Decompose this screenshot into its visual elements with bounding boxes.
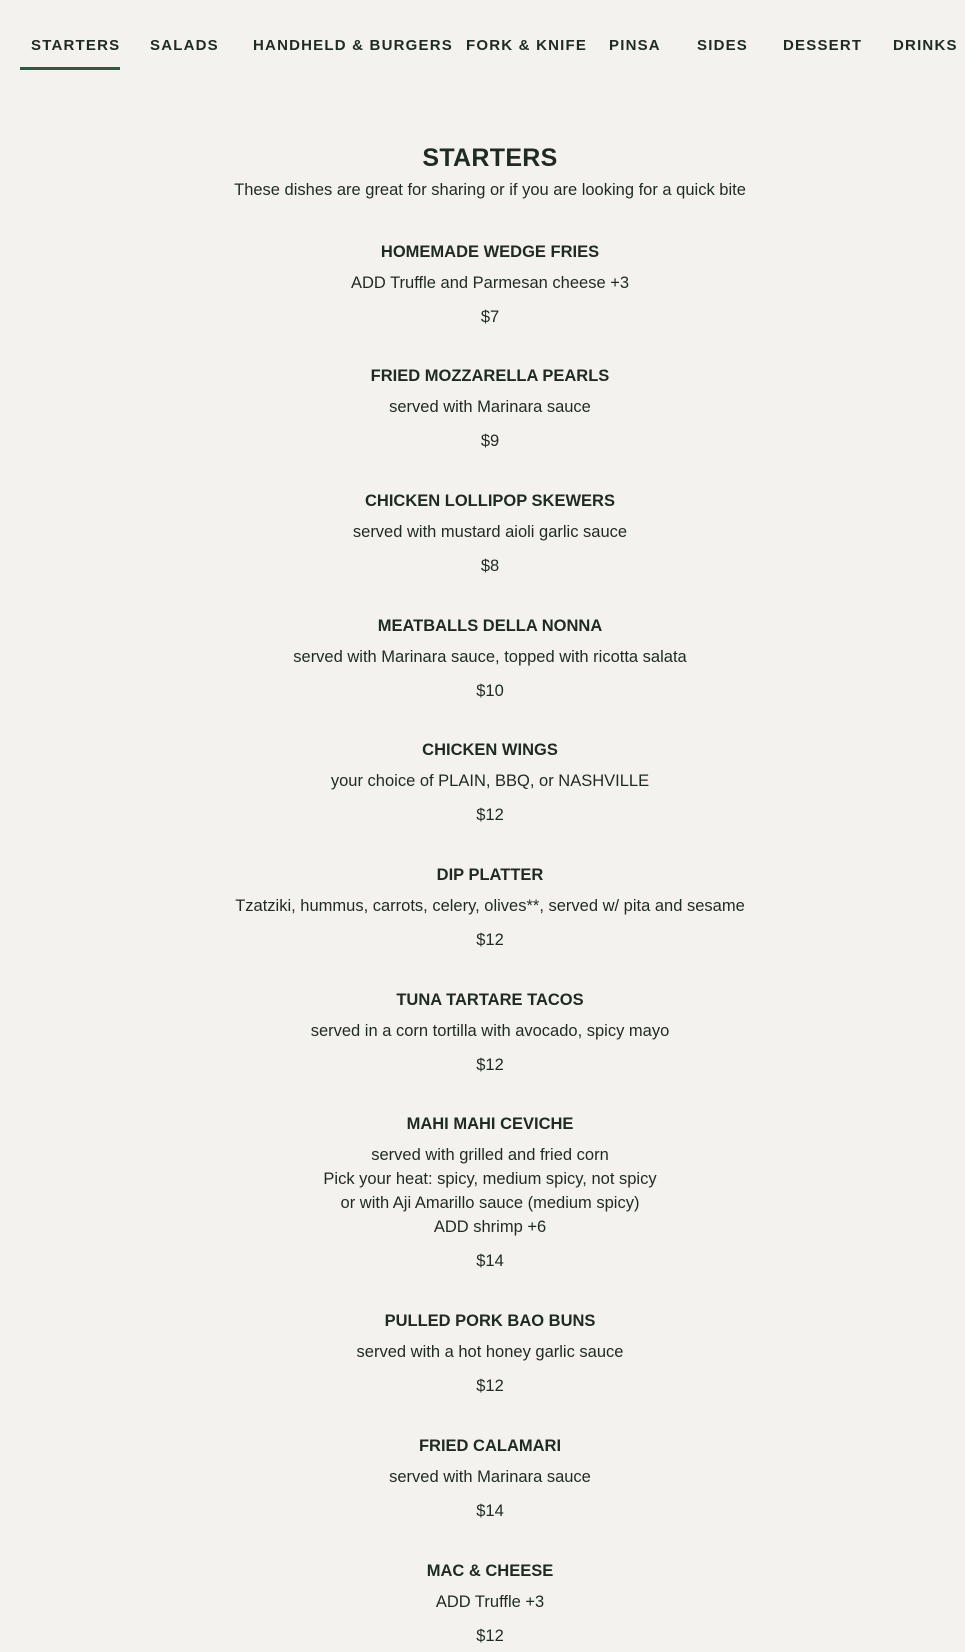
menu-item — [0, 491, 965, 576]
item-description — [0, 769, 965, 793]
item-price: $12 — [476, 1377, 504, 1395]
category-tabs — [0, 0, 965, 70]
item-description — [0, 520, 965, 544]
item-price: $12 — [476, 806, 504, 824]
menu-item — [0, 366, 965, 451]
menu-item — [0, 1114, 965, 1271]
section-title: STARTERS — [422, 144, 558, 172]
item-price: $12 — [476, 931, 504, 949]
item-name: MEATBALLS DELLA NONNA — [377, 617, 603, 635]
item-price: $10 — [476, 682, 504, 700]
item-description-line: ADD shrimp +6 — [433, 1218, 547, 1236]
item-description — [0, 645, 965, 669]
item-name: DIP PLATTER — [436, 866, 544, 884]
item-description — [0, 395, 965, 419]
menu-item — [0, 865, 965, 950]
tab-sides[interactable]: SIDES — [697, 37, 749, 54]
item-name: MAC & CHEESE — [426, 1562, 554, 1580]
menu-item — [0, 1311, 965, 1396]
item-description-line: served with grilled and fried corn — [371, 1146, 609, 1164]
tab-fork-knife[interactable]: FORK & KNIFE — [466, 37, 588, 54]
item-description-line: served with Marinara sauce — [389, 1468, 591, 1486]
menu-item — [0, 616, 965, 701]
item-description-line: ADD Truffle +3 — [435, 1593, 545, 1611]
tab-starters[interactable]: STARTERS — [31, 37, 121, 54]
menu-item — [0, 1436, 965, 1521]
item-name: HOMEMADE WEDGE FRIES — [380, 243, 600, 261]
item-name: CHICKEN LOLLIPOP SKEWERS — [365, 492, 615, 510]
item-name: PULLED PORK BAO BUNS — [384, 1312, 596, 1330]
item-name: MAHI MAHI CEVICHE — [406, 1115, 574, 1133]
item-price: $12 — [476, 1056, 504, 1074]
item-name: FRIED MOZZARELLA PEARLS — [370, 367, 610, 385]
item-name: FRIED CALAMARI — [418, 1437, 562, 1455]
item-name: TUNA TARTARE TACOS — [396, 991, 584, 1009]
item-description-line: or with Aji Amarillo sauce (medium spicy) — [340, 1194, 640, 1212]
item-description-line: served in a corn tortilla with avocado, spicy mayo — [310, 1022, 670, 1040]
tab-pinsa[interactable]: PINSA — [609, 37, 661, 54]
item-description-line: served with Marinara sauce — [389, 398, 591, 416]
item-description-line: served with a hot honey garlic sauce — [356, 1343, 624, 1361]
item-description — [0, 271, 965, 295]
active-tab-indicator — [20, 67, 120, 70]
item-price: $7 — [480, 308, 500, 326]
item-price: $12 — [476, 1627, 504, 1645]
menu-item — [0, 990, 965, 1075]
item-description-line: served with mustard aioli garlic sauce — [352, 523, 628, 541]
item-description-line: served with Marinara sauce, topped with ricotta salata — [293, 648, 687, 666]
item-description — [0, 894, 965, 918]
item-description-line: Tzatziki, hummus, carrots, celery, olives**, served w/ pita and sesame — [235, 897, 745, 915]
item-description-line: ADD Truffle and Parmesan cheese +3 — [350, 274, 630, 292]
item-description — [0, 1019, 965, 1043]
item-description — [0, 1143, 965, 1239]
item-description-line: Pick your heat: spicy, medium spicy, not spicy — [323, 1170, 657, 1188]
tab-dessert[interactable]: DESSERT — [783, 37, 863, 54]
menu-item — [0, 740, 965, 825]
section-description: These dishes are great for sharing or if you are looking for a quick bite — [234, 181, 746, 199]
item-price: $8 — [480, 557, 500, 575]
item-description — [0, 1465, 965, 1489]
item-price: $14 — [476, 1502, 504, 1520]
menu-item — [0, 1561, 965, 1646]
tab-handheld-burgers[interactable]: HANDHELD & BURGERS — [253, 37, 453, 54]
item-price: $9 — [480, 432, 500, 450]
item-description — [0, 1340, 965, 1364]
item-description — [0, 1590, 965, 1614]
tab-drinks[interactable]: DRINKS — [893, 37, 958, 54]
item-description-line: your choice of PLAIN, BBQ, or NASHVILLE — [330, 772, 650, 790]
item-price: $14 — [476, 1252, 504, 1270]
menu-item — [0, 242, 965, 327]
item-name: CHICKEN WINGS — [422, 741, 558, 759]
tab-salads[interactable]: SALADS — [150, 37, 219, 54]
